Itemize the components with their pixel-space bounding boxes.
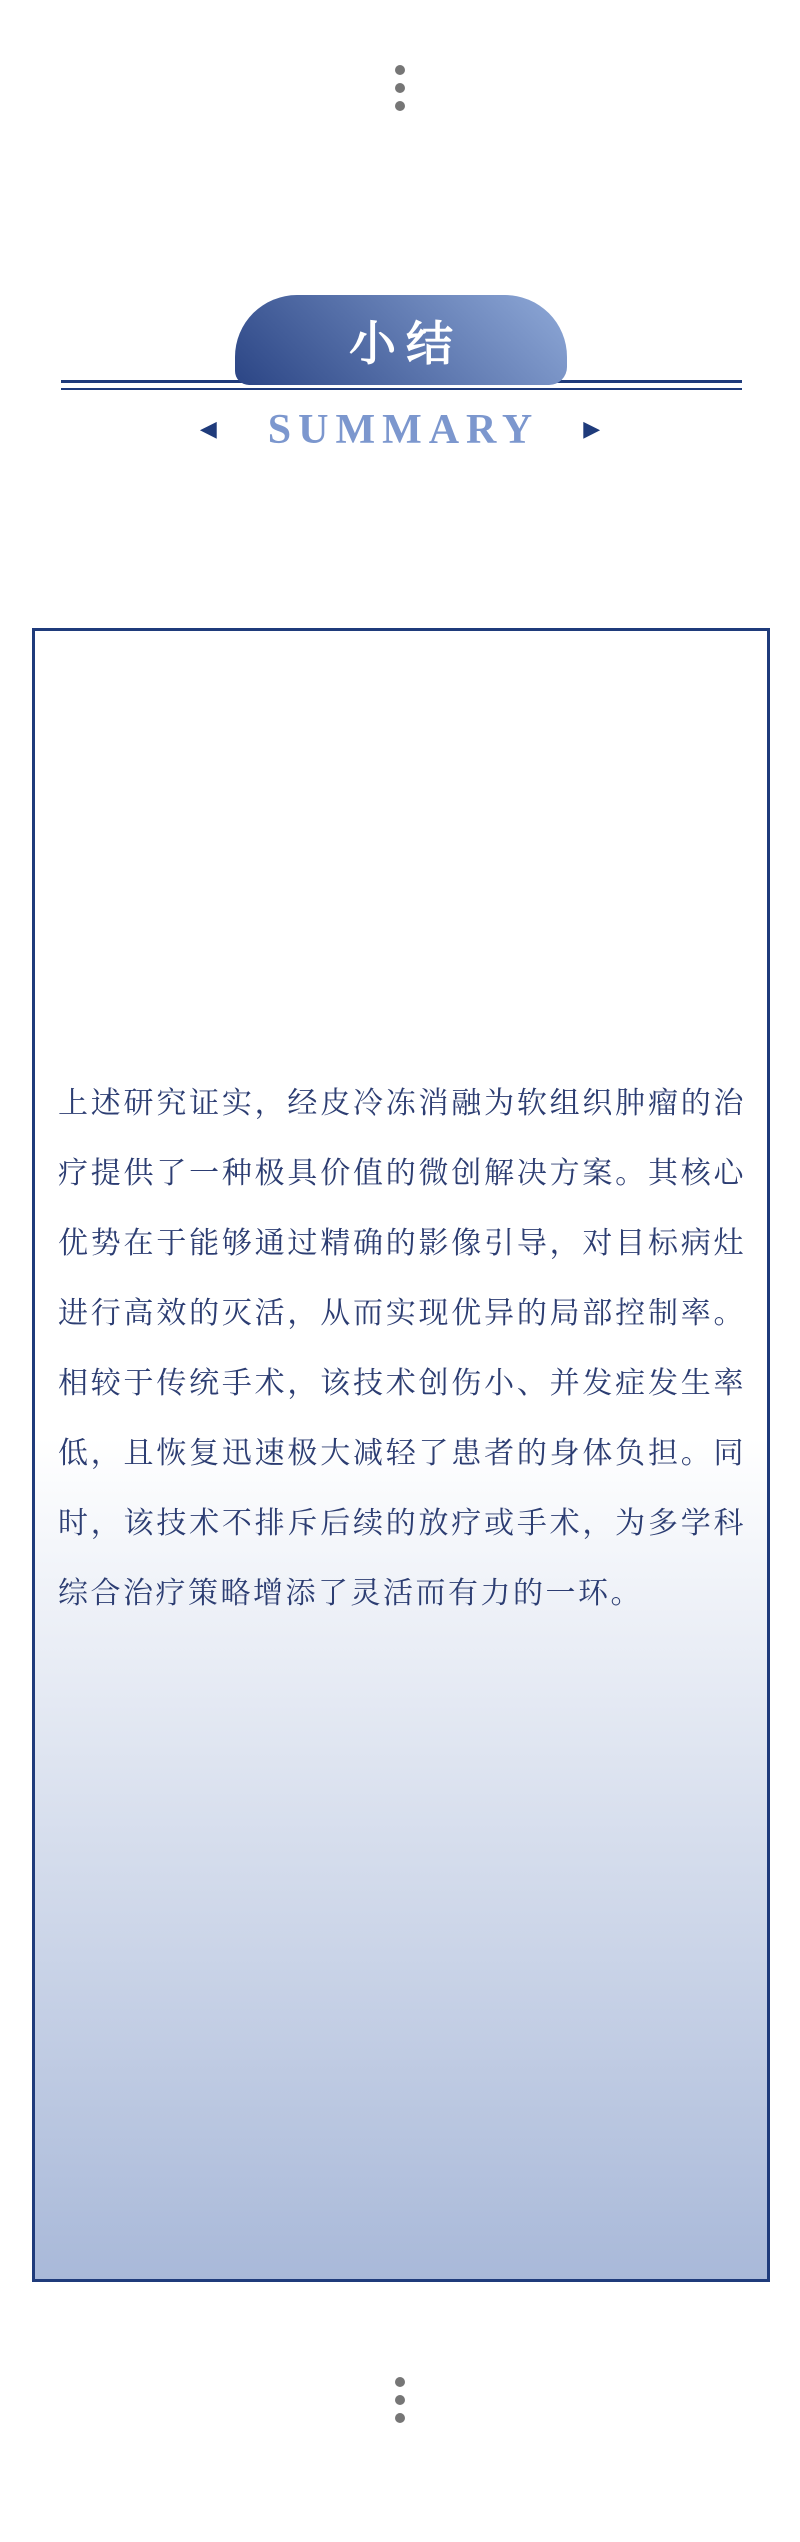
badge-title: 小结 bbox=[349, 318, 463, 371]
summary-heading: SUMMARY bbox=[267, 407, 540, 453]
ellipsis-dot-icon bbox=[395, 101, 405, 111]
left-triangle-icon: ◀ bbox=[199, 417, 217, 442]
ellipsis-dot-icon bbox=[395, 2377, 405, 2387]
ellipsis-dot-icon bbox=[395, 2395, 405, 2405]
section-badge bbox=[235, 295, 567, 385]
summary-content-box bbox=[32, 628, 770, 2282]
top-ellipsis-decoration bbox=[0, 65, 800, 111]
ellipsis-dot-icon bbox=[395, 83, 405, 93]
bottom-ellipsis-decoration bbox=[0, 2377, 800, 2423]
summary-heading-row bbox=[0, 406, 800, 454]
summary-paragraph: 上述研究证实，经皮冷冻消融为软组织肿瘤的治疗提供了一种极具价值的微创解决方案。其核心优势在于能够通过精确的影像引导，对目标病灶进行高效的灭活，从而实现优异的局部控制率。相较于传统手术，该技术创伤小、并发症发生率低，且恢复迅速极大减轻了患者的身体负担。同时，该技术不排斥后续的放疗或手术，为多学科综合治疗策略增添了灵活而有力的一环。 bbox=[58, 1087, 746, 1610]
ellipsis-dot-icon bbox=[395, 65, 405, 75]
ellipsis-dot-icon bbox=[395, 2413, 405, 2423]
right-triangle-icon: ▶ bbox=[583, 417, 601, 442]
